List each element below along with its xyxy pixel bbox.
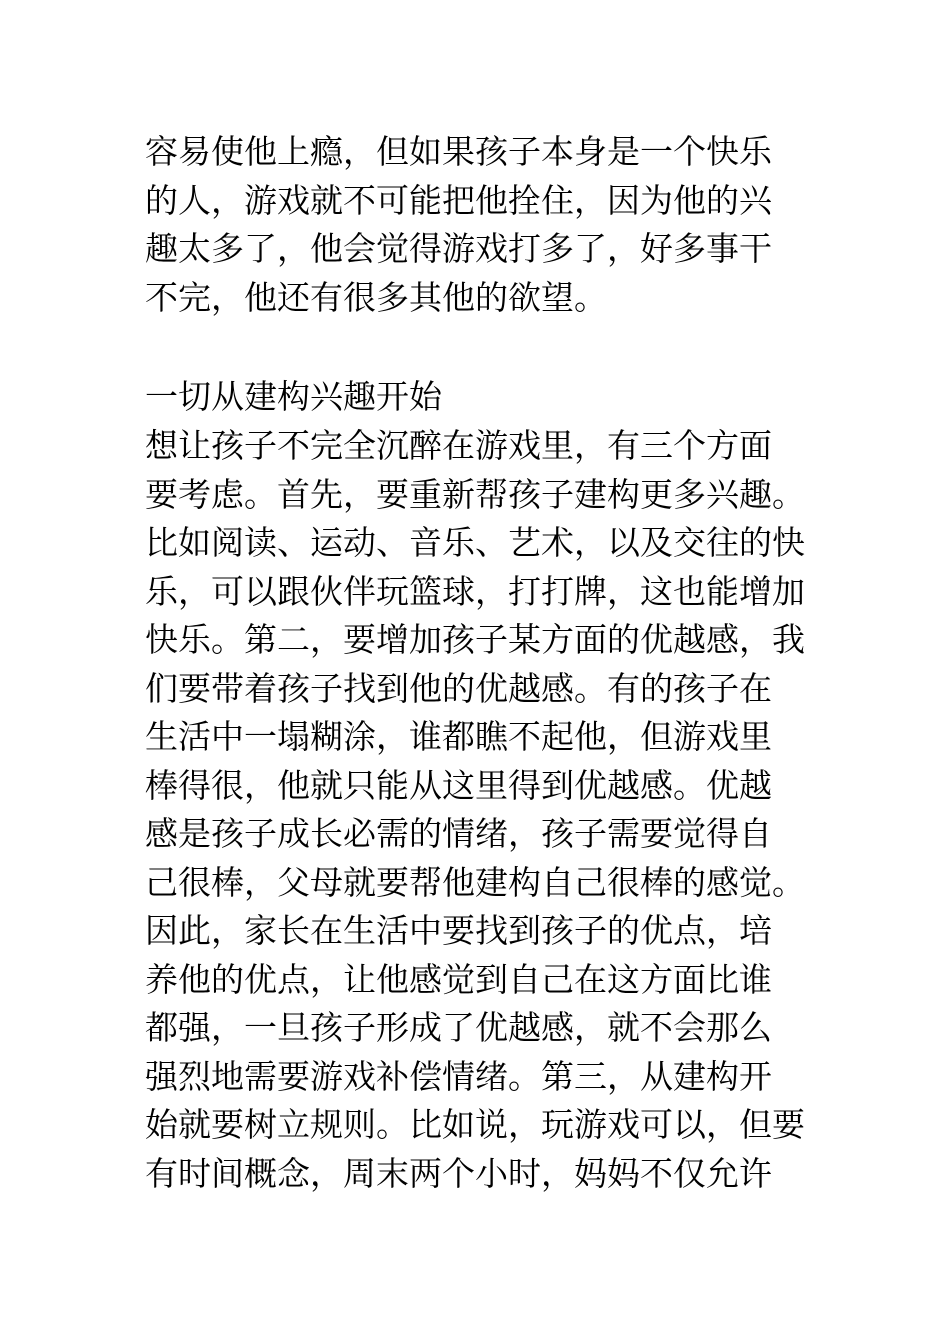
paragraph-line: 乐，可以跟伙伴玩篮球，打打牌，这也能增加 [145, 571, 805, 611]
paragraph-line: 不完，他还有很多其他的欲望。 [145, 277, 607, 317]
paragraph-line: 感是孩子成长必需的情绪，孩子需要觉得自 [145, 814, 772, 853]
paragraph-line: 想让孩子不完全沉醉在游戏里，有三个方面 [145, 426, 772, 465]
paragraph-line: 强烈地需要游戏补偿情绪。第三，从建构开 [145, 1056, 772, 1096]
paragraph-line: 棒得很，他就只能从这里得到优越感。优越 [145, 765, 772, 805]
paragraph-line: 趣太多了，他会觉得游戏打多了，好多事干 [145, 229, 772, 268]
section-heading: 一切从建构兴趣开始 [145, 377, 442, 416]
paragraph-line: 因此，家长在生活中要找到孩子的优点，培 [145, 911, 772, 950]
paragraph-2 [145, 422, 845, 1198]
paragraph-line: 容易使他上瘾，但如果孩子本身是一个快乐 [145, 132, 772, 171]
paragraph-1 [145, 128, 845, 322]
paragraph-line: 养他的优点，让他感觉到自己在这方面比谁 [145, 959, 772, 999]
paragraph-line: 都强，一旦孩子形成了优越感，就不会那么 [145, 1008, 772, 1047]
paragraph-line: 比如阅读、运动、音乐、艺术，以及交往的快 [145, 523, 805, 562]
paragraph-line: 们要带着孩子找到他的优越感。有的孩子在 [145, 668, 772, 708]
paragraph-line: 有时间概念，周末两个小时，妈妈不仅允许 [145, 1153, 772, 1193]
paragraph-line: 的人，游戏就不可能把他拴住，因为他的兴 [145, 180, 772, 220]
paragraph-line: 己很棒，父母就要帮他建构自己很棒的感觉。 [145, 862, 805, 902]
paragraph-line: 始就要树立规则。比如说，玩游戏可以，但要 [145, 1105, 805, 1144]
paragraph-line: 快乐。第二，要增加孩子某方面的优越感，我 [145, 620, 805, 659]
paragraph-line: 要考虑。首先，要重新帮孩子建构更多兴趣。 [145, 474, 805, 514]
paragraph-line: 生活中一塌糊涂，谁都瞧不起他，但游戏里 [145, 717, 772, 756]
